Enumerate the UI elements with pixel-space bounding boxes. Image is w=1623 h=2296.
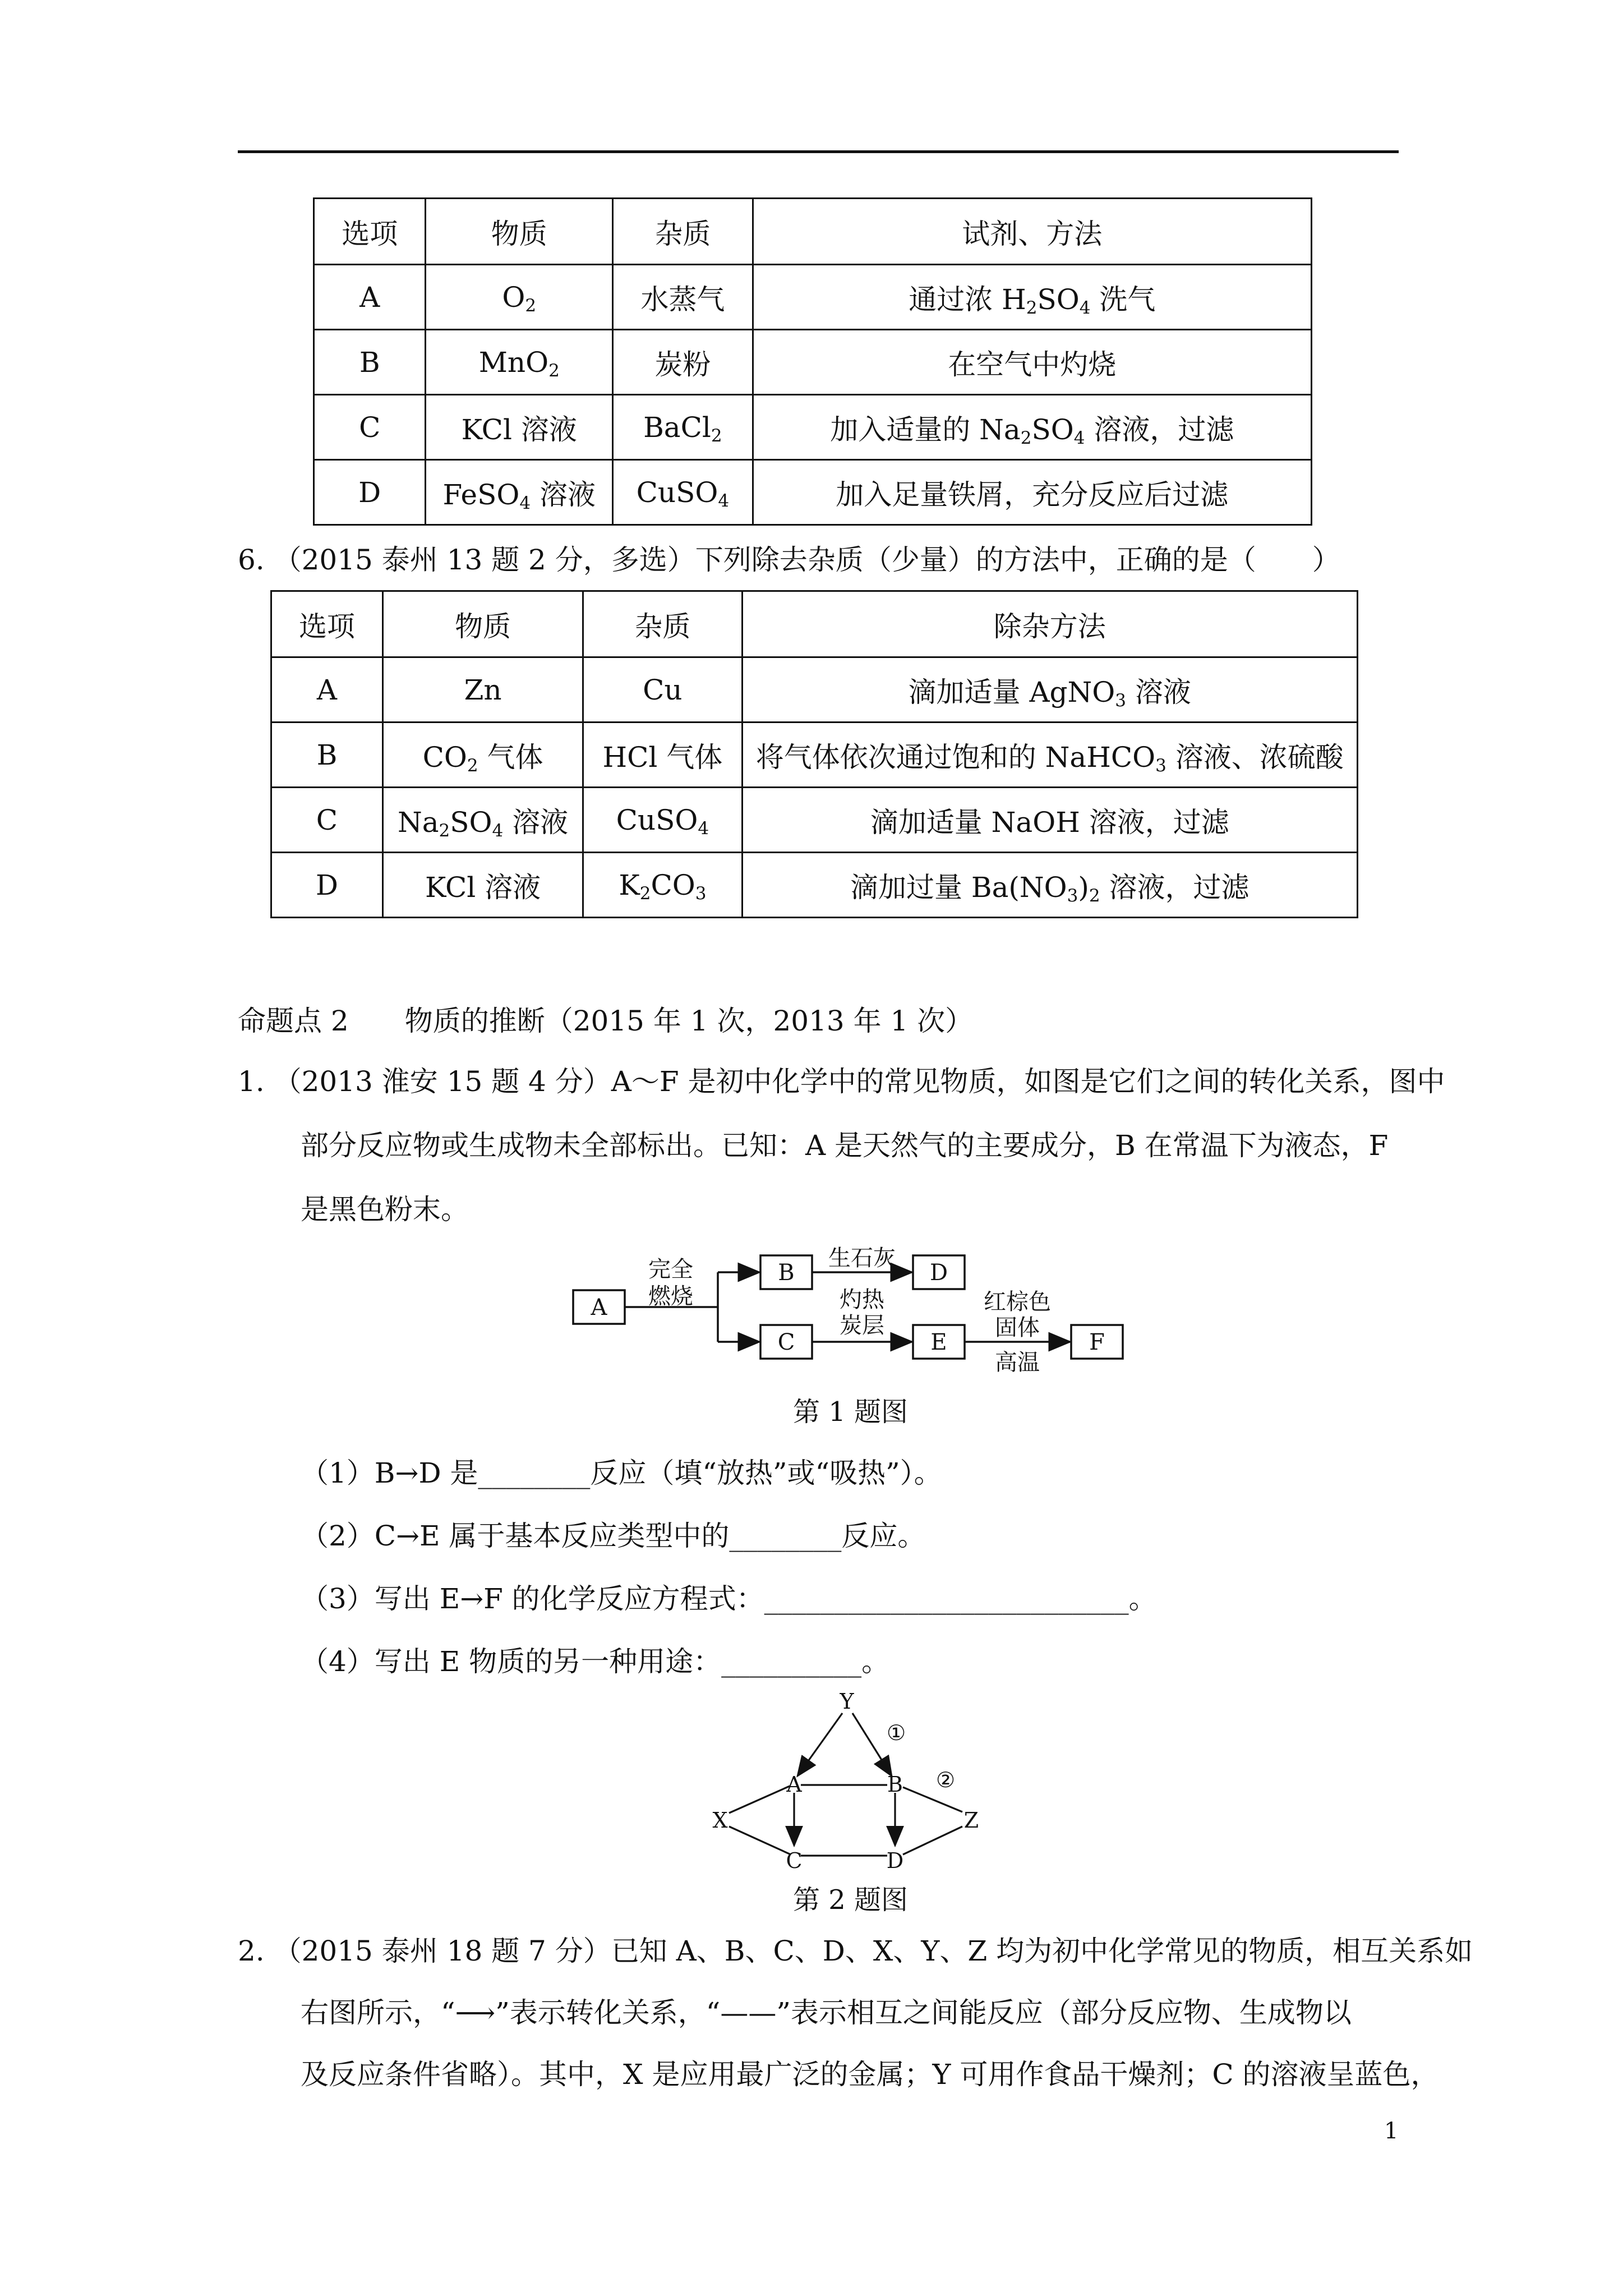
option-cell: D: [314, 460, 426, 525]
arrow-y-to-a: [797, 1713, 842, 1776]
page-number: 1: [1384, 2118, 1399, 2144]
section-heading: 命题点 2 物质的推断（2015 年 1 次，2013 年 1 次）: [238, 1005, 974, 1037]
question-2-line-1: 2. （2015 泰州 18 题 7 分）已知 A、B、C、D、X、Y、Z 均为初中化学常见的物质，相互关系如: [238, 1935, 1473, 1967]
impurity-cell: Cu: [583, 657, 742, 723]
method-cell: 在空气中灼烧: [753, 330, 1311, 395]
node-d: D: [886, 1848, 904, 1873]
figure-1-caption: 第 1 题图: [793, 1396, 909, 1428]
label-quicklime: 生石灰: [828, 1245, 896, 1271]
arrow-y-to-b: [852, 1713, 892, 1776]
impurity-cell: CuSO$_4$: [613, 460, 753, 525]
table-row: [271, 788, 1358, 853]
substance-cell: $CO_2$ 气体: [382, 723, 583, 788]
option-cell: B: [314, 330, 426, 395]
header-cell: 杂质: [613, 199, 753, 265]
sub-question-1: （1）B→D 是________反应（填“放热”或“吸热”）。: [301, 1457, 942, 1489]
option-cell: C: [271, 788, 383, 853]
substance-cell: $Na_2SO_4$ 溶液: [382, 788, 583, 853]
sub-question-2: （2）C→E 属于基本反应类型中的________反应。: [301, 1520, 926, 1552]
option-cell: C: [314, 395, 426, 460]
mark-one: ①: [886, 1720, 906, 1745]
substance-cell: KCl 溶液: [382, 853, 583, 918]
label-high-temp: 高温: [995, 1350, 1040, 1375]
method-cell: 加入适量的 $Na_2SO_4$ 溶液，过滤: [753, 395, 1311, 460]
label-burn: 燃烧: [648, 1283, 693, 1309]
impurity-cell: 水蒸气: [613, 265, 753, 330]
question-1-line-2: 部分反应物或生成物未全部标出。已知：A 是天然气的主要成分，B 在常温下为液态，F: [301, 1129, 1389, 1162]
substance-cell: MnO$_2$: [426, 330, 613, 395]
impurity-cell: BaCl$_2$: [613, 395, 753, 460]
label-solid: 固体: [995, 1315, 1040, 1341]
table-row: [271, 853, 1358, 918]
method-cell: 通过浓 $H_2SO_4$ 洗气: [753, 265, 1311, 330]
table-row: [314, 460, 1312, 525]
method-cell: 加入足量铁屑，充分反应后过滤: [753, 460, 1311, 525]
label-hot: 灼热: [840, 1287, 884, 1313]
table-row: [314, 265, 1312, 330]
node-y: Y: [840, 1692, 854, 1714]
header-cell: 物质: [382, 591, 583, 657]
question-1-line-3: 是黑色粉末。: [301, 1193, 469, 1226]
node-f: F: [1089, 1329, 1105, 1355]
method-cell: 将气体依次通过饱和的 NaHCO$_3$ 溶液、浓硫酸: [742, 723, 1358, 788]
header-cell: 选项: [314, 199, 426, 265]
node-b: B: [778, 1260, 795, 1286]
relation-diagram: [707, 1692, 998, 1877]
method-cell: 滴加适量 AgNO$_3$ 溶液: [742, 657, 1358, 723]
node-x: X: [712, 1808, 728, 1833]
header-cell: 物质: [426, 199, 613, 265]
header-rule: [238, 150, 1399, 153]
impurity-cell: $K_2CO_3$: [583, 853, 742, 918]
header-cell: 试剂、方法: [753, 199, 1311, 265]
node-c: C: [786, 1848, 803, 1873]
substance-cell: FeSO$_4$ 溶液: [426, 460, 613, 525]
question-2-line-3: 及反应条件省略）。其中，X 是应用最广泛的金属；Y 可用作食品干燥剂；C 的溶液呈蓝色，: [301, 2058, 1439, 2091]
table-q5: [313, 197, 1312, 526]
table-q6: [270, 590, 1358, 918]
line-d-z: [903, 1826, 962, 1855]
question-6-text: 6. （2015 泰州 13 题 2 分，多选）下列除去杂质（少量）的方法中，正确的是（ ）: [238, 544, 1340, 576]
line-a-x: [729, 1786, 790, 1813]
node-e: E: [930, 1329, 947, 1355]
impurity-cell: CuSO$_4$: [583, 788, 742, 853]
substance-cell: Zn: [382, 657, 583, 723]
table-row: [314, 330, 1312, 395]
node-c: C: [777, 1329, 795, 1355]
option-cell: B: [271, 723, 383, 788]
option-cell: A: [314, 265, 426, 330]
node-b: B: [887, 1772, 903, 1797]
node-a: A: [591, 1295, 607, 1320]
method-cell: 滴加适量 NaOH 溶液，过滤: [742, 788, 1358, 853]
option-cell: A: [271, 657, 383, 723]
option-cell: D: [271, 853, 383, 918]
label-red-brown: 红棕色: [984, 1289, 1051, 1315]
impurity-cell: 炭粉: [613, 330, 753, 395]
label-carbon-layer: 炭层: [840, 1313, 884, 1338]
label-complete: 完全: [648, 1257, 693, 1282]
question-2-line-2: 右图所示，“⟶”表示转化关系，“——”表示相互之间能反应（部分反应物、生成物以: [301, 1996, 1352, 2029]
question-1-line-1: 1. （2013 淮安 15 题 4 分）A～F 是初中化学中的常见物质，如图是它们之间的转化关系，图中: [238, 1065, 1445, 1098]
sub-question-3: （3）写出 E→F 的化学反应方程式：__________________________。: [301, 1582, 1157, 1615]
impurity-cell: HCl 气体: [583, 723, 742, 788]
substance-cell: $O_2$: [426, 265, 613, 330]
header-cell: 除杂方法: [742, 591, 1358, 657]
node-a: A: [786, 1772, 802, 1797]
line-x-c: [729, 1826, 791, 1855]
table-header-row: [271, 591, 1358, 657]
node-d: D: [929, 1260, 948, 1286]
table-row: [271, 723, 1358, 788]
sub-question-4: （4）写出 E 物质的另一种用途：__________。: [301, 1645, 890, 1678]
table-header-row: [314, 199, 1312, 265]
reaction-flow-diagram: [561, 1245, 1133, 1386]
figure-2-caption: 第 2 题图: [793, 1884, 909, 1916]
table-row: [271, 657, 1358, 723]
method-cell: 滴加过量 $Ba(NO_3)_2$ 溶液，过滤: [742, 853, 1358, 918]
mark-two: ②: [935, 1768, 956, 1792]
node-z: Z: [963, 1808, 979, 1833]
header-cell: 杂质: [583, 591, 742, 657]
substance-cell: KCl 溶液: [426, 395, 613, 460]
table-row: [314, 395, 1312, 460]
header-cell: 选项: [271, 591, 383, 657]
